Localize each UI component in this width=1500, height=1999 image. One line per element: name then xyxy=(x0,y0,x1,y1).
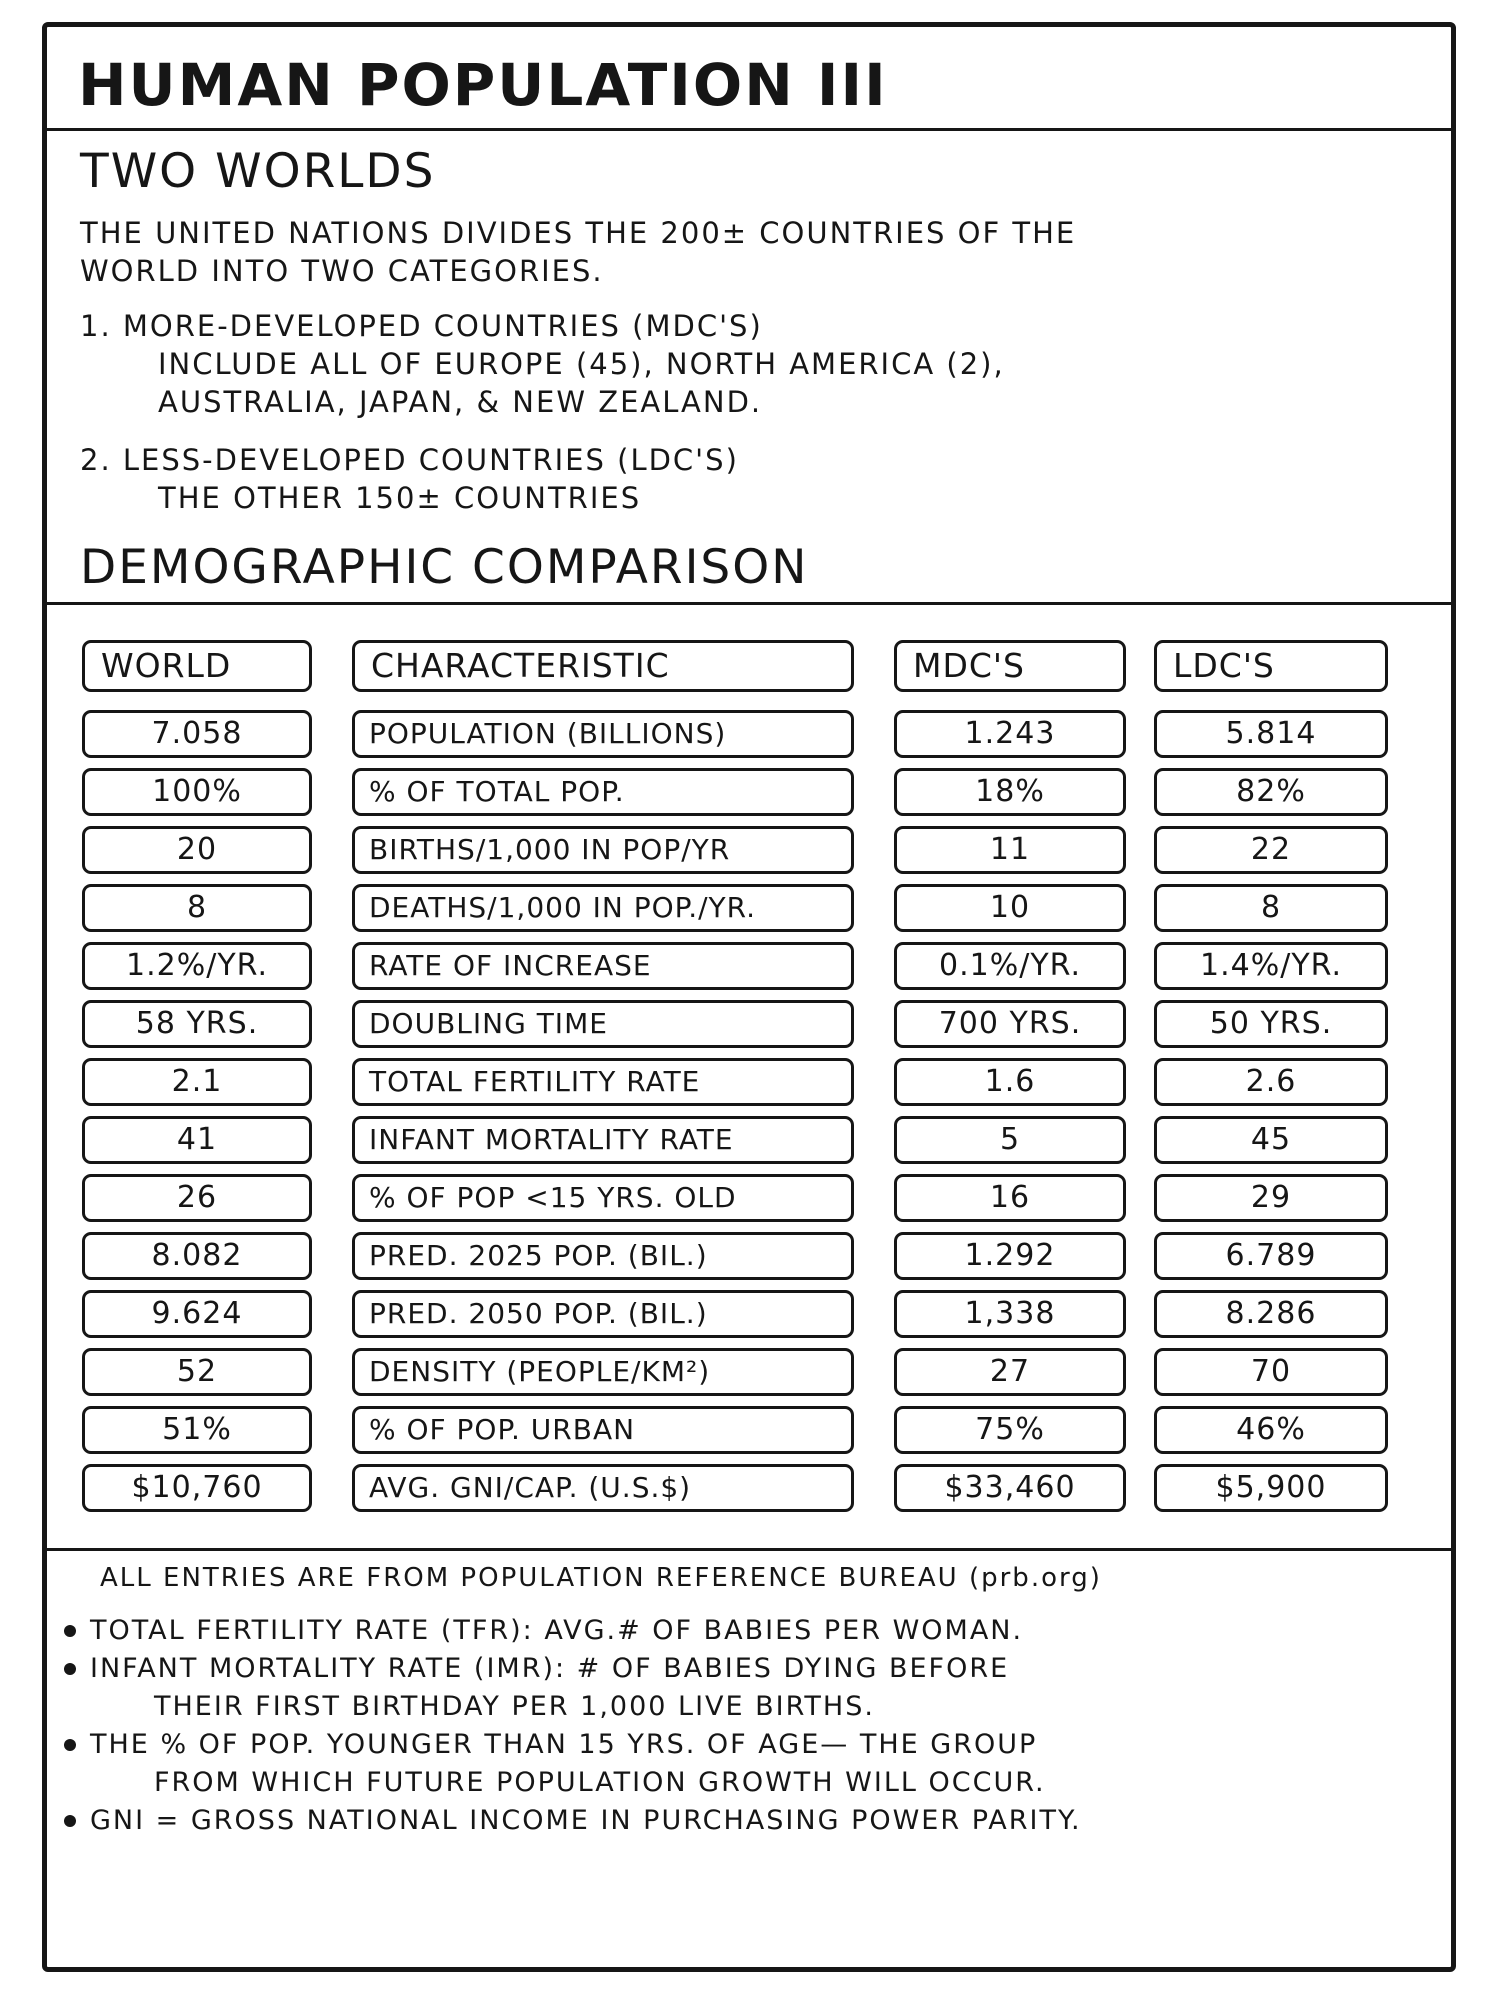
list-item-detail: INCLUDE ALL OF EUROPE (45), NORTH AMERICA (2), xyxy=(158,347,1005,381)
mdc-value: 5 xyxy=(894,1116,1126,1164)
mdc-value: 700 YRS. xyxy=(894,1000,1126,1048)
characteristic-label: TOTAL FERTILITY RATE xyxy=(352,1058,854,1106)
two-worlds-heading: TWO WORLDS xyxy=(80,144,436,199)
world-value: 100% xyxy=(82,768,312,816)
world-value: 26 xyxy=(82,1174,312,1222)
table-row xyxy=(82,826,1392,874)
title-divider xyxy=(42,128,1456,131)
ldc-value: $5,900 xyxy=(1154,1464,1388,1512)
table-row xyxy=(82,1464,1392,1512)
mdc-value: 1.243 xyxy=(894,710,1126,758)
mdc-value: 10 xyxy=(894,884,1126,932)
characteristic-label: DOUBLING TIME xyxy=(352,1000,854,1048)
header-ldc: LDC'S xyxy=(1154,640,1388,692)
table-row xyxy=(82,884,1392,932)
characteristic-label: INFANT MORTALITY RATE xyxy=(352,1116,854,1164)
comparison-table xyxy=(82,640,1392,1522)
ldc-value: 82% xyxy=(1154,768,1388,816)
mdc-value: 18% xyxy=(894,768,1126,816)
table-row xyxy=(82,1348,1392,1396)
ldc-value: 1.4%/YR. xyxy=(1154,942,1388,990)
world-value: 1.2%/YR. xyxy=(82,942,312,990)
page-title: HUMAN POPULATION III xyxy=(78,51,888,119)
footnote-text: TOTAL FERTILITY RATE (TFR): AVG.# OF BABIES PER WOMAN. xyxy=(90,1615,1024,1646)
ldc-value: 5.814 xyxy=(1154,710,1388,758)
characteristic-label: BIRTHS/1,000 IN POP/YR xyxy=(352,826,854,874)
list-item-detail: THE OTHER 150± COUNTRIES xyxy=(158,481,642,515)
characteristic-label: POPULATION (BILLIONS) xyxy=(352,710,854,758)
characteristic-label: AVG. GNI/CAP. (U.S.$) xyxy=(352,1464,854,1512)
mdc-value: 75% xyxy=(894,1406,1126,1454)
ldc-value: 45 xyxy=(1154,1116,1388,1164)
ldc-value: 8 xyxy=(1154,884,1388,932)
ldc-value: 46% xyxy=(1154,1406,1388,1454)
mdc-value: 27 xyxy=(894,1348,1126,1396)
footer-divider xyxy=(42,1548,1456,1551)
world-value: 51% xyxy=(82,1406,312,1454)
world-value: 2.1 xyxy=(82,1058,312,1106)
bullet-icon xyxy=(64,1663,76,1675)
table-row xyxy=(82,1406,1392,1454)
footnote-text: THE % OF POP. YOUNGER THAN 15 YRS. OF AGE— THE GROUP xyxy=(90,1729,1038,1760)
bullet-icon xyxy=(64,1739,76,1751)
list-item-title: 2. LESS-DEVELOPED COUNTRIES (LDC'S) xyxy=(80,443,739,477)
mdc-value: 1.6 xyxy=(894,1058,1126,1106)
footnote-text-continued: THEIR FIRST BIRTHDAY PER 1,000 LIVE BIRTHS. xyxy=(154,1691,875,1722)
header-characteristic: CHARACTERISTIC xyxy=(352,640,854,692)
world-value: 20 xyxy=(82,826,312,874)
table-row xyxy=(82,1174,1392,1222)
footnote-imr xyxy=(64,1650,1434,1726)
table-header-row xyxy=(82,640,1392,692)
characteristic-label: RATE OF INCREASE xyxy=(352,942,854,990)
list-item-title: 1. MORE-DEVELOPED COUNTRIES (MDC'S) xyxy=(80,309,763,343)
world-value: 58 YRS. xyxy=(82,1000,312,1048)
intro-line: WORLD INTO TWO CATEGORIES. xyxy=(80,254,604,288)
bullet-icon xyxy=(64,1815,76,1827)
ldc-value: 6.789 xyxy=(1154,1232,1388,1280)
table-row xyxy=(82,768,1392,816)
table-row xyxy=(82,1000,1392,1048)
ldc-value: 70 xyxy=(1154,1348,1388,1396)
header-mdc: MDC'S xyxy=(894,640,1126,692)
ldc-value: 2.6 xyxy=(1154,1058,1388,1106)
table-row xyxy=(82,942,1392,990)
list-item-mdc xyxy=(80,307,1005,421)
characteristic-label: DENSITY (PEOPLE/KM²) xyxy=(352,1348,854,1396)
ldc-value: 50 YRS. xyxy=(1154,1000,1388,1048)
table-row xyxy=(82,710,1392,758)
world-value: 8 xyxy=(82,884,312,932)
demographic-comparison-heading: DEMOGRAPHIC COMPARISON xyxy=(80,540,809,595)
intro-line: THE UNITED NATIONS DIVIDES THE 200± COUNTRIES OF THE xyxy=(80,216,1077,250)
world-value: 52 xyxy=(82,1348,312,1396)
intro-paragraph xyxy=(80,214,1440,290)
table-row xyxy=(82,1232,1392,1280)
world-value: 9.624 xyxy=(82,1290,312,1338)
mdc-value: 16 xyxy=(894,1174,1126,1222)
world-value: 7.058 xyxy=(82,710,312,758)
world-value: 41 xyxy=(82,1116,312,1164)
section-divider xyxy=(42,602,1456,605)
source-note: ALL ENTRIES ARE FROM POPULATION REFERENCE BUREAU (prb.org) xyxy=(100,1563,1102,1593)
table-row xyxy=(82,1116,1392,1164)
footnote-tfr xyxy=(64,1612,1434,1650)
footnotes xyxy=(64,1612,1434,1840)
bullet-icon xyxy=(64,1625,76,1637)
list-item-detail: AUSTRALIA, JAPAN, & NEW ZEALAND. xyxy=(158,385,763,419)
footnote-text: GNI = GROSS NATIONAL INCOME IN PURCHASING POWER PARITY. xyxy=(90,1805,1082,1836)
characteristic-label: % OF POP. URBAN xyxy=(352,1406,854,1454)
ldc-value: 29 xyxy=(1154,1174,1388,1222)
table-row xyxy=(82,1290,1392,1338)
world-value: 8.082 xyxy=(82,1232,312,1280)
mdc-value: 0.1%/YR. xyxy=(894,942,1126,990)
ldc-value: 22 xyxy=(1154,826,1388,874)
footnote-under15 xyxy=(64,1726,1434,1802)
mdc-value: $33,460 xyxy=(894,1464,1126,1512)
mdc-value: 1,338 xyxy=(894,1290,1126,1338)
list-item-ldc xyxy=(80,441,739,517)
footnote-gni xyxy=(64,1802,1434,1840)
header-world: WORLD xyxy=(82,640,312,692)
table-row xyxy=(82,1058,1392,1106)
characteristic-label: PRED. 2050 POP. (BIL.) xyxy=(352,1290,854,1338)
mdc-value: 11 xyxy=(894,826,1126,874)
characteristic-label: % OF POP <15 YRS. OLD xyxy=(352,1174,854,1222)
characteristic-label: % OF TOTAL POP. xyxy=(352,768,854,816)
world-value: $10,760 xyxy=(82,1464,312,1512)
footnote-text-continued: FROM WHICH FUTURE POPULATION GROWTH WILL OCCUR. xyxy=(154,1767,1046,1798)
characteristic-label: PRED. 2025 POP. (BIL.) xyxy=(352,1232,854,1280)
mdc-value: 1.292 xyxy=(894,1232,1126,1280)
ldc-value: 8.286 xyxy=(1154,1290,1388,1338)
characteristic-label: DEATHS/1,000 IN POP./YR. xyxy=(352,884,854,932)
footnote-text: INFANT MORTALITY RATE (IMR): # OF BABIES DYING BEFORE xyxy=(90,1653,1010,1684)
